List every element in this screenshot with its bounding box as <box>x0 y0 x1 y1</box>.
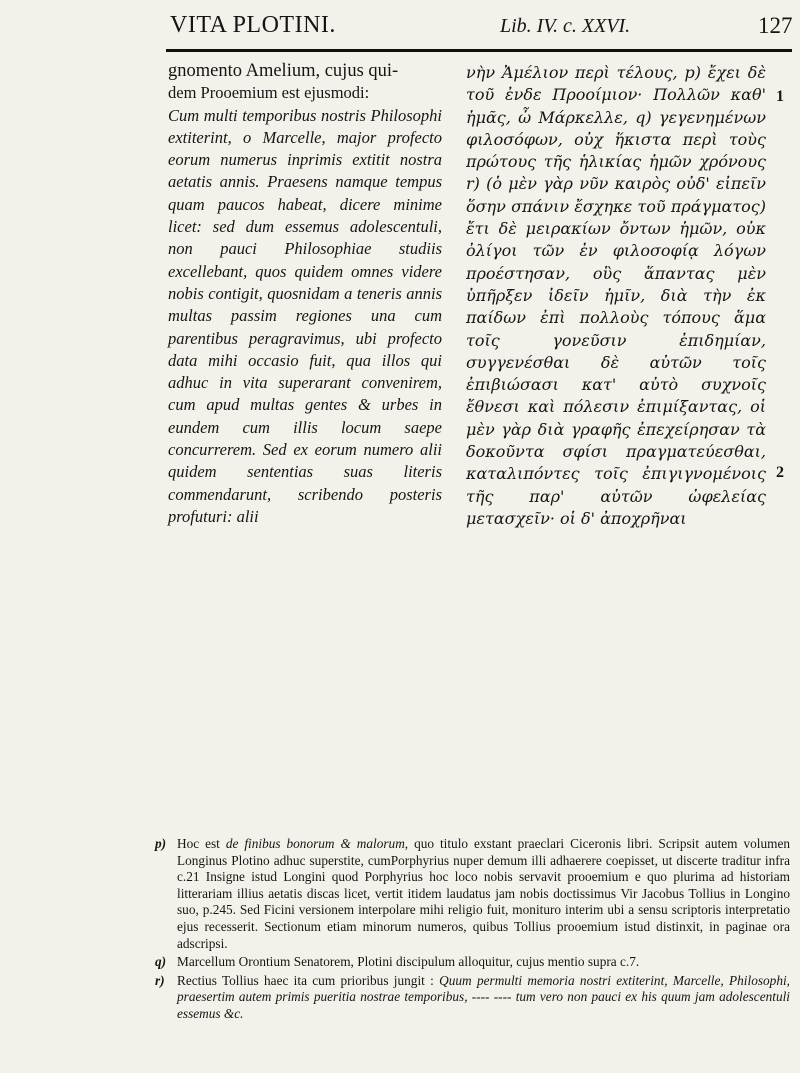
footnote-text: , quo titulo exstant praeclari Ciceronis libri. Scripsit autem volumen Longinus Plotino adhuc superstite, cumPorphyrius nuper demum illi adhaerere coepisset, ut discerte traditur infra c.21 Insigne istud Longini quod Porphyrius hoc loco nobis servavit prooemium e quo plurima ad historiam litterariam illius aetatis discas licet, vertit itidem laudatus jam nobis doctissimus Vir Jacobus Tollius in Longino suo, p.245. Sed Ficini versionem interpolare mihi religio fuit, monituro interim ubi a sensu scriptoris interpretatio ejus recesserit. Sectionum etiam minorum numeros, quibus Tollius prooemium istud distinxit, in paginae ora adscripsi. <box>177 836 790 951</box>
latin-first-line: gnomento Amelium, cujus qui- <box>168 61 399 81</box>
footnote-text: Rectius Tollius haec ita cum prioribus jungit : <box>177 972 440 988</box>
footnote <box>155 954 790 971</box>
footnote-marker: q) <box>155 954 167 970</box>
running-title: VITA PLOTINI. <box>170 12 336 38</box>
footnotes <box>155 836 790 1025</box>
greek-text-column <box>466 62 766 530</box>
book-chapter-reference: Lib. IV. c. XXVI. <box>500 15 631 37</box>
section-number-2: 2 <box>776 464 784 481</box>
footnote <box>155 836 790 952</box>
latin-second-line: dem Prooemium est ejusmodi: <box>168 83 370 103</box>
footnote-marker: r) <box>155 972 165 988</box>
latin-translation-text: Cum multi temporibus nostris Philosophi extiterint, o Marcelle, major profecto eorum numerus inprimis extitit nostra aetatis annis. Praesens namque tempus quam paucos habeat, dicere minime licet: sed dum essemus adolescentuli, non pauci Philosophiae studiis excellebant, quos quidem omnes videre nobis contigit, quosnidam a teneris annis multas passim regiones una cum parentibus peragravimus, ubi profecto data mihi occasio fuit, qua illos qui adhuc in vita superarant convenirem, cum apud multas gentes & urbes in eundem cum illis locum saepe concurrerem. Sed ex eorum numero alii quidem sententias suas literis commendarunt, scribendo posteris profuturi: alii <box>168 105 442 526</box>
footnote <box>155 973 790 1023</box>
footnote-marker: p) <box>155 836 167 851</box>
running-head <box>170 12 800 46</box>
section-number-1: 1 <box>776 88 784 105</box>
footnote-text: Marcellum Orontium Senatorem, Plotini discipulum alloquitur, cujus mentio supra c.7. <box>177 954 640 970</box>
page-number: 127 <box>758 13 793 38</box>
header-rule <box>166 49 792 52</box>
footnote-text: Hoc est <box>177 836 226 851</box>
footnote-text: Quum permulti memoria nostri extiterint, Marcelle, Philosophi, praesertim autem primis pueritia nostrae temporibus, ---- ---- tum vero non pauci ex his quum jam adolescentuli essemus &c. <box>177 972 790 1021</box>
greek-text: νὴν Ἀμέλιον περὶ τέλους, p) ἔχει δὲ τοῦ ἐνδε Προοίμιον· Πολλῶν καθ' ἡμᾶς, ὦ Μάρκελλε, q) γεγενημένων φιλοσόφων, οὐχ ἥκιστα περὶ τοὺς πρώτους τῆς ἡλικίας ἡμῶν χρόνους r) (ὁ μὲν γὰρ νῦν καιρὸς οὐδ' εἰπεῖν ὅσην σπάνιν ἔσχηκε τοῦ πράγματος) ἔτι δὲ μειρακίων ὄντων ἡμῶν, οὐκ ὀλίγοι τῶν ἐν φιλοσοφίᾳ λόγων προέστησαν, οὓς ἅπαντας μὲν ὑπῆρξεν ἰδεῖν ἡμῖν, διὰ τὴν ἐκ παίδων ἐπὶ πολλοὺς τόπους ἅμα τοῖς γονεῦσιν ἐπιδημίαν, συγγενέσθαι δὲ αὐτῶν τοῖς ἐπιβιώσασι κατ' αὐτὸ συχνοῖς ἔθνεσι καὶ πόλεσιν ἐπιμίξαντας, οἱ μὲν γὰρ διὰ γραφῆς ἐπεχείρησαν τὰ δοκοῦντα σφίσι πραγματεύεσθαι, καταλιπόντες τοῖς ἐπιγιγνομένοις τῆς παρ' αὐτῶν ὠφελείας μετασχεῖν· οἱ δ' ἀποχρῆναι <box>466 63 766 528</box>
footnote-text: de finibus bonorum & malorum <box>225 836 405 851</box>
latin-translation-column <box>168 60 442 528</box>
